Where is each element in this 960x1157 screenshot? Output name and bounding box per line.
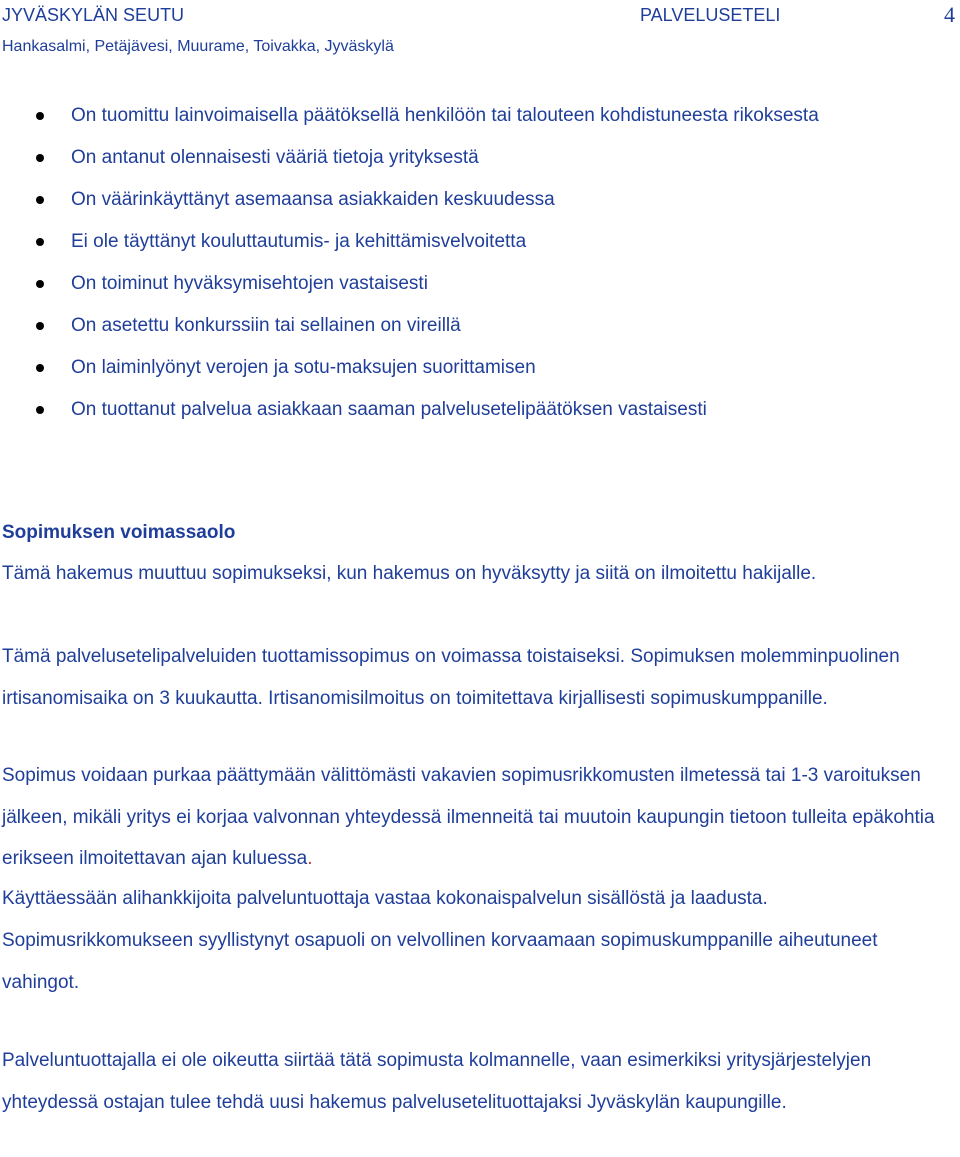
paragraph-contract-start: Tämä hakemus muuttuu sopimukseksi, kun hakemus on hyväksytty ja siitä on ilmoitettu hakijalle. — [2, 563, 817, 584]
termination-grounds-list — [0, 95, 960, 431]
list-item — [0, 347, 960, 389]
list-item — [0, 137, 960, 179]
section-heading: Sopimuksen voimassaolo — [2, 522, 236, 543]
list-item — [0, 305, 960, 347]
paragraph-termination — [2, 755, 952, 880]
list-item — [0, 221, 960, 263]
paragraph-validity: Tämä palvelusetelipalveluiden tuottamissopimus on voimassa toistaiseksi. Sopimuksen molemminpuolinen irtisanomisaika on 3 kuukautta. Irtisanomisilmoitus on toimitettava kirjallisesti sopimuskumppanille. — [2, 646, 900, 709]
list-item — [0, 95, 960, 137]
list-item-text: On antanut olennaisesti vääriä tietoja yrityksestä — [71, 147, 479, 168]
list-item-text: On väärinkäyttänyt asemaansa asiakkaiden keskuudessa — [71, 189, 555, 210]
list-item-text: On toiminut hyväksymisehtojen vastaisesti — [71, 273, 428, 294]
list-item — [0, 179, 960, 221]
paragraph-damages: Sopimusrikkomukseen syyllistynyt osapuoli on velvollinen korvaamaan sopimuskumppanille aiheutuneet vahingot. — [2, 930, 878, 993]
header-doc-title: PALVELUSETELI — [640, 5, 781, 25]
page-number: 4 — [944, 2, 955, 27]
header-municipalities: Hankasalmi, Petäjävesi, Muurame, Toivakka, Jyväskylä — [2, 38, 394, 55]
list-item-text: On asetettu konkurssiin tai sellainen on vireillä — [71, 315, 461, 336]
paragraph-transfer: Palveluntuottajalla ei ole oikeutta siirtää tätä sopimusta kolmannelle, vaan esimerkiksi yritysjärjestelyjen yhteydessä ostajan tulee tehdä uusi hakemus palvelusetelituottajaksi Jyväskylän kaupungille. — [2, 1050, 872, 1113]
list-item-text: On tuottanut palvelua asiakkaan saaman palvelusetelipäätöksen vastaisesti — [71, 399, 707, 420]
list-item-text: On tuomittu lainvoimaisella päätöksellä henkilöön tai talouteen kohdistuneesta rikoksesta — [71, 105, 819, 126]
paragraph-termination-text: Sopimus voidaan purkaa päättymään välittömästi vakavien sopimusrikkomusten ilmetessä tai 1-3 varoituksen jälkeen, mikäli yritys ei korjaa valvonnan yhteydessä ilmenneitä tai muutoin kaupungin tietoon tulleita epäkohtia erikseen ilmoitettavan ajan kuluessa — [2, 765, 935, 869]
list-item-text: Ei ole täyttänyt kouluttautumis- ja kehittämisvelvoitetta — [71, 231, 527, 252]
list-item — [0, 389, 960, 431]
list-item — [0, 263, 960, 305]
paragraph-termination-period: . — [307, 848, 313, 869]
paragraph-subcontractors: Käyttäessään alihankkijoita palveluntuottaja vastaa kokonaispalvelun sisällöstä ja laadusta. — [2, 888, 768, 909]
header-region: JYVÄSKYLÄN SEUTU — [2, 5, 185, 25]
list-item-text: On laiminlyönyt verojen ja sotu-maksujen suorittamisen — [71, 357, 536, 378]
